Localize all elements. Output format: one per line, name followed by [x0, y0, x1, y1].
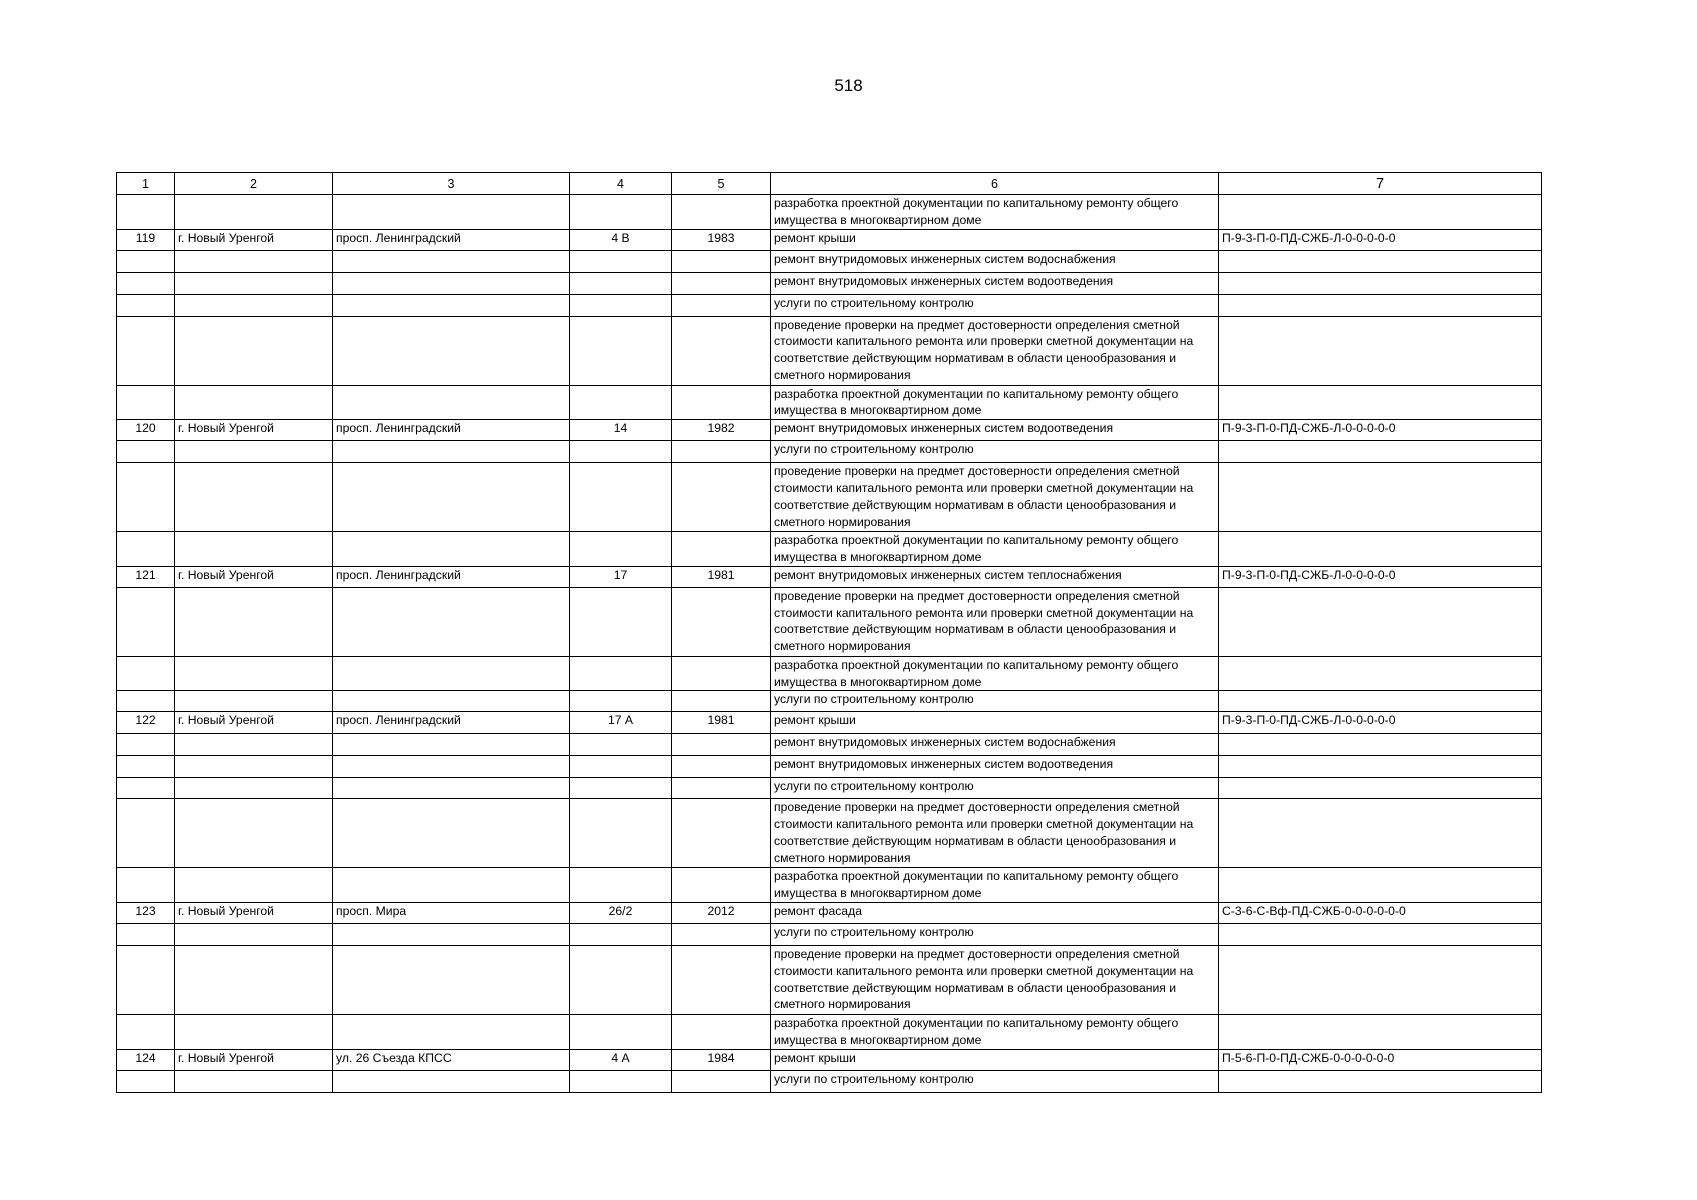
street-cell [333, 1070, 570, 1092]
city-cell [175, 868, 333, 903]
house-number-cell [570, 463, 672, 532]
table-row [117, 587, 1542, 656]
year-cell [672, 1070, 771, 1092]
work-type-cell: ремонт фасада [771, 902, 1219, 923]
code-cell [1219, 272, 1542, 294]
code-cell [1219, 463, 1542, 532]
row-number-cell [117, 799, 175, 868]
table-body [117, 195, 1542, 1093]
house-number-cell: 17 [570, 566, 672, 587]
table-row [117, 902, 1542, 923]
year-cell [672, 250, 771, 272]
year-cell [672, 945, 771, 1014]
row-number-cell [117, 756, 175, 778]
code-cell: П-9-3-П-0-ПД-СЖБ-Л-0-0-0-0-0 [1219, 420, 1542, 441]
city-cell [175, 778, 333, 799]
code-cell [1219, 734, 1542, 756]
city-cell [175, 195, 333, 230]
house-number-cell [570, 250, 672, 272]
header-row [117, 173, 1542, 195]
header-col-1: 1 [117, 173, 175, 195]
street-cell [333, 250, 570, 272]
row-number-cell [117, 195, 175, 230]
city-cell [175, 734, 333, 756]
year-cell [672, 691, 771, 712]
row-number-cell [117, 587, 175, 656]
table-row [117, 385, 1542, 420]
street-cell: просп. Ленинградский [333, 420, 570, 441]
code-cell [1219, 799, 1542, 868]
city-cell: г. Новый Уренгой [175, 229, 333, 250]
city-cell [175, 799, 333, 868]
table-row [117, 229, 1542, 250]
header-col-3: 3 [333, 173, 570, 195]
house-number-cell [570, 316, 672, 385]
code-cell [1219, 250, 1542, 272]
table-row [117, 420, 1542, 441]
year-cell [672, 656, 771, 691]
table-row [117, 294, 1542, 316]
work-type-cell: разработка проектной документации по капитальному ремонту общего имущества в многоквартирном доме [771, 385, 1219, 420]
year-cell [672, 734, 771, 756]
house-number-cell [570, 1070, 672, 1092]
city-cell [175, 532, 333, 567]
city-cell [175, 1070, 333, 1092]
year-cell [672, 868, 771, 903]
city-cell [175, 463, 333, 532]
work-type-cell: разработка проектной документации по капитальному ремонту общего имущества в многоквартирном доме [771, 656, 1219, 691]
code-cell [1219, 316, 1542, 385]
work-type-cell: ремонт внутридомовых инженерных систем водоснабжения [771, 250, 1219, 272]
table-row [117, 1070, 1542, 1092]
street-cell [333, 799, 570, 868]
work-type-cell: проведение проверки на предмет достоверности определения сметной стоимости капитального ремонта или проверки сметной документации на соответствие действующим нормативам в области ценообразования и сметного нормирования [771, 463, 1219, 532]
table-row [117, 923, 1542, 945]
house-number-cell [570, 1014, 672, 1049]
house-number-cell [570, 272, 672, 294]
city-cell [175, 691, 333, 712]
row-number-cell [117, 656, 175, 691]
table-row [117, 272, 1542, 294]
city-cell: г. Новый Уренгой [175, 566, 333, 587]
street-cell [333, 1014, 570, 1049]
table-row [117, 799, 1542, 868]
table-row [117, 756, 1542, 778]
header-col-7: 7 [1219, 173, 1542, 195]
street-cell [333, 272, 570, 294]
year-cell [672, 923, 771, 945]
work-type-cell: проведение проверки на предмет достоверности определения сметной стоимости капитального ремонта или проверки сметной документации на соответствие действующим нормативам в области ценообразования и сметного нормирования [771, 587, 1219, 656]
year-cell: 1983 [672, 229, 771, 250]
year-cell [672, 799, 771, 868]
code-cell [1219, 1070, 1542, 1092]
street-cell: просп. Ленинградский [333, 229, 570, 250]
code-cell [1219, 195, 1542, 230]
house-number-cell: 17 А [570, 712, 672, 734]
house-number-cell [570, 868, 672, 903]
year-cell [672, 294, 771, 316]
year-cell [672, 272, 771, 294]
street-cell [333, 385, 570, 420]
city-cell [175, 756, 333, 778]
row-number-cell [117, 463, 175, 532]
street-cell: просп. Мира [333, 902, 570, 923]
year-cell: 1984 [672, 1049, 771, 1070]
code-cell [1219, 532, 1542, 567]
year-cell [672, 778, 771, 799]
house-number-cell [570, 923, 672, 945]
house-number-cell: 4 А [570, 1049, 672, 1070]
street-cell [333, 463, 570, 532]
code-cell: П-9-3-П-0-ПД-СЖБ-Л-0-0-0-0-0 [1219, 566, 1542, 587]
street-cell [333, 868, 570, 903]
row-number-cell [117, 250, 175, 272]
street-cell [333, 734, 570, 756]
street-cell: просп. Ленинградский [333, 712, 570, 734]
street-cell [333, 756, 570, 778]
table-row [117, 778, 1542, 799]
street-cell [333, 691, 570, 712]
house-number-cell [570, 195, 672, 230]
header-col-4: 4 [570, 173, 672, 195]
row-number-cell: 123 [117, 902, 175, 923]
page-number: 518 [834, 76, 863, 95]
code-cell: П-9-3-П-0-ПД-СЖБ-Л-0-0-0-0-0 [1219, 712, 1542, 734]
house-number-cell [570, 799, 672, 868]
row-number-cell [117, 294, 175, 316]
house-number-cell [570, 756, 672, 778]
street-cell [333, 441, 570, 463]
row-number-cell [117, 316, 175, 385]
year-cell [672, 587, 771, 656]
year-cell [672, 316, 771, 385]
table-row [117, 691, 1542, 712]
city-cell [175, 923, 333, 945]
city-cell [175, 272, 333, 294]
row-number-cell: 121 [117, 566, 175, 587]
row-number-cell [117, 1070, 175, 1092]
code-cell [1219, 385, 1542, 420]
header-col-6: 6 [771, 173, 1219, 195]
work-type-cell: ремонт крыши [771, 712, 1219, 734]
house-number-cell: 14 [570, 420, 672, 441]
street-cell [333, 195, 570, 230]
city-cell [175, 1014, 333, 1049]
city-cell: г. Новый Уренгой [175, 1049, 333, 1070]
table-row [117, 868, 1542, 903]
work-type-cell: ремонт внутридомовых инженерных систем водоотведения [771, 420, 1219, 441]
code-cell [1219, 756, 1542, 778]
year-cell [672, 195, 771, 230]
city-cell [175, 385, 333, 420]
street-cell [333, 532, 570, 567]
city-cell [175, 945, 333, 1014]
row-number-cell [117, 868, 175, 903]
year-cell [672, 441, 771, 463]
house-number-cell [570, 656, 672, 691]
row-number-cell: 122 [117, 712, 175, 734]
year-cell [672, 1014, 771, 1049]
work-type-cell: услуги по строительному контролю [771, 691, 1219, 712]
city-cell [175, 294, 333, 316]
row-number-cell [117, 272, 175, 294]
house-number-cell [570, 691, 672, 712]
street-cell [333, 945, 570, 1014]
table-row [117, 463, 1542, 532]
table-row [117, 712, 1542, 734]
code-cell: П-5-6-П-0-ПД-СЖБ-0-0-0-0-0-0 [1219, 1049, 1542, 1070]
work-type-cell: проведение проверки на предмет достоверности определения сметной стоимости капитального ремонта или проверки сметной документации на соответствие действующим нормативам в области ценообразования и сметного нормирования [771, 799, 1219, 868]
row-number-cell [117, 734, 175, 756]
house-number-cell [570, 945, 672, 1014]
city-cell: г. Новый Уренгой [175, 420, 333, 441]
row-number-cell [117, 778, 175, 799]
house-number-cell [570, 778, 672, 799]
street-cell: ул. 26 Съезда КПСС [333, 1049, 570, 1070]
table-row [117, 656, 1542, 691]
works-table-container [116, 172, 1542, 1093]
work-type-cell: услуги по строительному контролю [771, 1070, 1219, 1092]
code-cell [1219, 294, 1542, 316]
work-type-cell: разработка проектной документации по капитальному ремонту общего имущества в многоквартирном доме [771, 195, 1219, 230]
row-number-cell [117, 385, 175, 420]
row-number-cell: 119 [117, 229, 175, 250]
year-cell [672, 385, 771, 420]
row-number-cell: 124 [117, 1049, 175, 1070]
code-cell [1219, 441, 1542, 463]
house-number-cell [570, 385, 672, 420]
header-col-5: 5 [672, 173, 771, 195]
code-cell [1219, 923, 1542, 945]
work-type-cell: разработка проектной документации по капитальному ремонту общего имущества в многоквартирном доме [771, 532, 1219, 567]
row-number-cell: 120 [117, 420, 175, 441]
table-row [117, 566, 1542, 587]
code-cell [1219, 1014, 1542, 1049]
city-cell [175, 316, 333, 385]
code-cell [1219, 691, 1542, 712]
code-cell: П-9-3-П-0-ПД-СЖБ-Л-0-0-0-0-0 [1219, 229, 1542, 250]
year-cell: 1981 [672, 566, 771, 587]
table-row [117, 945, 1542, 1014]
street-cell [333, 778, 570, 799]
street-cell [333, 587, 570, 656]
work-type-cell: разработка проектной документации по капитальному ремонту общего имущества в многоквартирном доме [771, 1014, 1219, 1049]
code-cell [1219, 945, 1542, 1014]
street-cell [333, 656, 570, 691]
code-cell [1219, 778, 1542, 799]
table-row [117, 195, 1542, 230]
year-cell [672, 532, 771, 567]
house-number-cell: 26/2 [570, 902, 672, 923]
year-cell [672, 756, 771, 778]
row-number-cell [117, 532, 175, 567]
code-cell [1219, 868, 1542, 903]
year-cell: 2012 [672, 902, 771, 923]
code-cell [1219, 587, 1542, 656]
work-type-cell: проведение проверки на предмет достоверности определения сметной стоимости капитального ремонта или проверки сметной документации на соответствие действующим нормативам в области ценообразования и сметного нормирования [771, 316, 1219, 385]
street-cell [333, 316, 570, 385]
work-type-cell: ремонт крыши [771, 229, 1219, 250]
street-cell [333, 923, 570, 945]
work-type-cell: ремонт внутридомовых инженерных систем водоснабжения [771, 734, 1219, 756]
work-type-cell: разработка проектной документации по капитальному ремонту общего имущества в многоквартирном доме [771, 868, 1219, 903]
table-row [117, 734, 1542, 756]
year-cell: 1981 [672, 712, 771, 734]
work-type-cell: услуги по строительному контролю [771, 923, 1219, 945]
code-cell: С-3-6-С-Вф-ПД-СЖБ-0-0-0-0-0-0 [1219, 902, 1542, 923]
work-type-cell: ремонт внутридомовых инженерных систем водоотведения [771, 756, 1219, 778]
house-number-cell [570, 441, 672, 463]
table-row [117, 1049, 1542, 1070]
work-type-cell: ремонт внутридомовых инженерных систем теплоснабжения [771, 566, 1219, 587]
works-table [116, 172, 1542, 1093]
row-number-cell [117, 691, 175, 712]
house-number-cell [570, 532, 672, 567]
work-type-cell: ремонт внутридомовых инженерных систем водоотведения [771, 272, 1219, 294]
house-number-cell: 4 В [570, 229, 672, 250]
city-cell: г. Новый Уренгой [175, 902, 333, 923]
house-number-cell [570, 587, 672, 656]
header-col-2: 2 [175, 173, 333, 195]
row-number-cell [117, 923, 175, 945]
year-cell [672, 463, 771, 532]
city-cell [175, 250, 333, 272]
city-cell [175, 656, 333, 691]
year-cell: 1982 [672, 420, 771, 441]
row-number-cell [117, 441, 175, 463]
table-row [117, 1014, 1542, 1049]
table-row [117, 532, 1542, 567]
work-type-cell: проведение проверки на предмет достоверности определения сметной стоимости капитального ремонта или проверки сметной документации на соответствие действующим нормативам в области ценообразования и сметного нормирования [771, 945, 1219, 1014]
table-row [117, 316, 1542, 385]
city-cell [175, 441, 333, 463]
table-row [117, 441, 1542, 463]
work-type-cell: услуги по строительному контролю [771, 294, 1219, 316]
row-number-cell [117, 945, 175, 1014]
table-row [117, 250, 1542, 272]
work-type-cell: ремонт крыши [771, 1049, 1219, 1070]
city-cell [175, 587, 333, 656]
street-cell [333, 294, 570, 316]
work-type-cell: услуги по строительному контролю [771, 441, 1219, 463]
row-number-cell [117, 1014, 175, 1049]
work-type-cell: услуги по строительному контролю [771, 778, 1219, 799]
city-cell: г. Новый Уренгой [175, 712, 333, 734]
street-cell: просп. Ленинградский [333, 566, 570, 587]
code-cell [1219, 656, 1542, 691]
house-number-cell [570, 734, 672, 756]
house-number-cell [570, 294, 672, 316]
